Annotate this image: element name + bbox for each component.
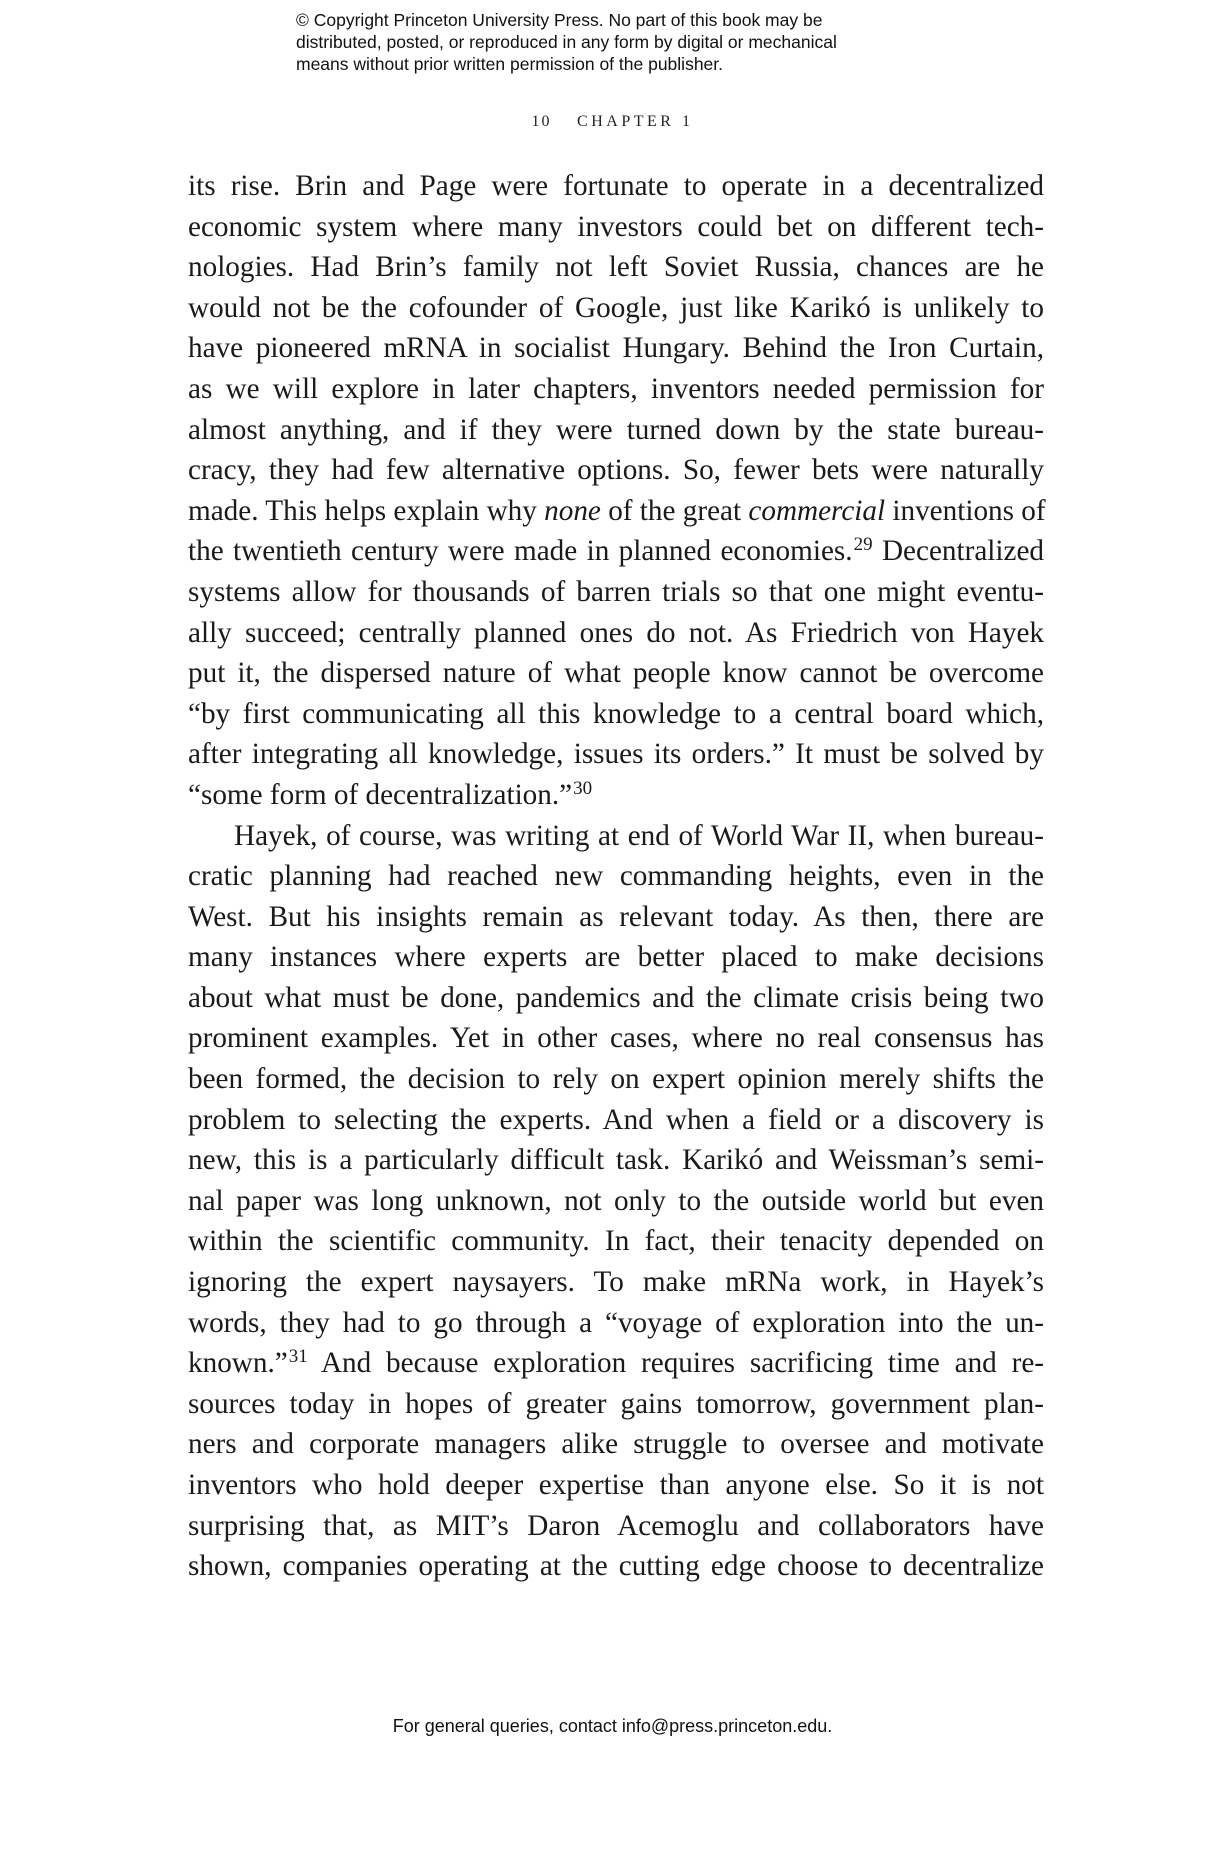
text-run: of the great (608, 494, 742, 527)
text-run: known.” (188, 1347, 288, 1380)
running-head (0, 113, 1225, 131)
footnote-marker: 29 (853, 534, 873, 556)
copyright-line: distributed, posted, or reproduced in any form by digital or mechanical (296, 32, 837, 52)
body-text (188, 166, 1044, 1587)
text-line: problem to selecting the experts. And when a field or a discovery is (188, 1103, 1044, 1136)
text-line: Hayek, of course, was writing at end of World War II, when bureau- (234, 819, 1044, 852)
text-line: within the scientific community. In fact, their tenacity depended on (188, 1225, 1044, 1258)
text-line: almost anything, and if they were turned down by the state bureau- (188, 413, 1044, 446)
text-line: new, this is a particularly difficult task. Karikó and Weissman’s semi- (188, 1144, 1044, 1177)
footnote-marker: 31 (288, 1346, 308, 1368)
text-line: have pioneered mRNA in socialist Hungary. Behind the Iron Curtain, (188, 332, 1044, 365)
text-line: sources today in hopes of greater gains tomorrow, government plan- (188, 1387, 1044, 1420)
text-line: ners and corporate managers alike struggle to oversee and motivate (188, 1428, 1044, 1461)
text-line: put it, the dispersed nature of what people know cannot be overcome (188, 657, 1044, 690)
text-line: words, they had to go through a “voyage of exploration into the un- (188, 1306, 1044, 1339)
text-line (188, 775, 1044, 816)
text-line: systems allow for thousands of barren trials so that one might eventu- (188, 575, 1044, 608)
text-line: West. But his insights remain as relevant today. As then, there are (188, 900, 1044, 933)
text-line: would not be the cofounder of Google, just like Karikó is unlikely to (188, 291, 1044, 324)
text-run: And because exploration requires sacrificing time and re- (320, 1347, 1044, 1380)
text-line (188, 531, 1044, 572)
text-line: shown, companies operating at the cutting edge choose to decentralize (188, 1550, 1044, 1583)
text-run: the twentieth century were made in planned economies. (188, 535, 853, 568)
copyright-line: © Copyright Princeton University Press. No part of this book may be (296, 10, 823, 30)
text-line: its rise. Brin and Page were fortunate to operate in a decentralized (188, 170, 1044, 202)
copyright-notice (296, 9, 936, 75)
text-line: been formed, the decision to rely on expert opinion merely shifts the (188, 1063, 1044, 1096)
text-line: as we will explore in later chapters, inventors needed permission for (188, 372, 1044, 405)
text-run: made. This helps explain why (188, 494, 537, 527)
text-line: nologies. Had Brin’s family not left Soviet Russia, chances are he (188, 251, 1044, 284)
paragraph (188, 166, 1044, 816)
text-line: ignoring the expert naysayers. To make mRNa work, in Hayek’s (188, 1266, 1044, 1299)
emphasis: commercial (748, 494, 886, 527)
footer-contact: For general queries, contact info@press.princeton.edu. (392, 1716, 833, 1736)
text-line: cratic planning had reached new commanding heights, even in the (188, 860, 1044, 893)
text-line (188, 491, 1044, 532)
chapter-label: CHAPTER 1 (577, 113, 694, 130)
text-line: after integrating all knowledge, issues its orders.” It must be solved by (188, 738, 1044, 771)
text-line: inventors who hold deeper expertise than anyone else. So it is not (188, 1469, 1044, 1501)
text-run: inventions of (892, 494, 1046, 527)
paragraph (188, 816, 1044, 1587)
page-number: 10 (531, 113, 552, 130)
text-line: about what must be done, pandemics and the climate crisis being two (188, 981, 1044, 1014)
text-line: many instances where experts are better placed to make decisions (188, 941, 1044, 974)
text-run: “some form of decentralization.” (188, 778, 573, 811)
text-line: nal paper was long unknown, not only to the outside world but even (188, 1184, 1044, 1217)
text-run: Decentralized (881, 535, 1045, 568)
text-line: cracy, they had few alternative options. So, fewer bets were naturally (188, 454, 1044, 487)
text-line: surprising that, as MIT’s Daron Acemoglu and collaborators have (188, 1509, 1044, 1542)
text-line: prominent examples. Yet in other cases, where no real consensus has (188, 1022, 1044, 1055)
emphasis: none (544, 494, 601, 527)
text-line: economic system where many investors could bet on different tech- (188, 210, 1044, 243)
footnote-marker: 30 (573, 777, 593, 799)
text-line: ally succeed; centrally planned ones do not. As Friedrich von Hayek (188, 616, 1044, 649)
copyright-line: means without prior written permission of the publisher. (296, 54, 724, 74)
text-line (188, 1343, 1044, 1384)
text-line: “by first communicating all this knowledge to a central board which, (188, 697, 1044, 730)
